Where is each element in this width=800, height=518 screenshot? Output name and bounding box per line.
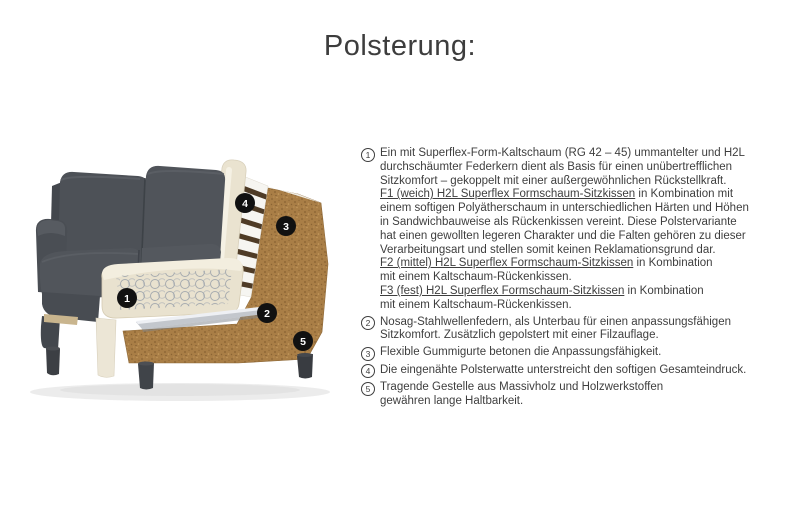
callout-number: 4	[242, 197, 248, 210]
callout-number: 3	[283, 220, 289, 233]
note-text: Ein mit Superflex-Form-Kaltschaum (RG 42 – 45) ummantelter und H2L durchschäumter Federkern dient als Basis für einen unübertrefflichen Sitzkomfort – gekoppelt mit einer außergewöhnlichen Rückstellkraft. F1 (weich) H2L Superflex Formschaum-Sitzkissen in Kombination mit einem softigen Polyätherschaum in unterschiedlichen Härten und Höhen in Sandwichbauweise als Rückenkissen vereint. Diese Polstervariante hat einen gewollten legeren Charakter und die Falten gehören zu dieser Verarbeitungsart und stellen somit keinen Reklamationsgrund dar. F2 (mittel) H2L Superflex Formschaum-Sitzkissen in Kombination mit einem Kaltschaum-Rückenkissen. F3 (fest) H2L Superflex Formschaum-Sitzkissen in Kombination mit einem Kaltschaum-Rückenkissen.	[380, 147, 749, 311]
note-number-badge: 4	[361, 364, 375, 378]
floor-shadow	[30, 383, 330, 401]
note-number-badge: 1	[361, 148, 375, 162]
note-item-1	[361, 147, 797, 313]
front-fabric-strip	[96, 318, 116, 377]
note-item-4	[361, 364, 797, 379]
note-item-5	[361, 381, 797, 409]
note-text: Nosag-Stahlwellenfedern, als Unterbau für einen anpassungsfähigen Sitzkomfort. Zusätzlich gepolstert mit einer Filzauflage.	[380, 315, 731, 342]
callout-number: 5	[300, 335, 306, 348]
page-title: Polsterung:	[323, 30, 477, 62]
spring-foam-block	[102, 258, 243, 318]
callout-number: 1	[124, 292, 130, 305]
note-number-badge: 3	[361, 347, 375, 361]
note-number-badge: 2	[361, 316, 375, 330]
note-text: Tragende Gestelle aus Massivholz und Holzwerkstoffen gewähren lange Haltbarkeit.	[380, 381, 664, 407]
note-text: Flexible Gummigurte betonen die Anpassungsfähigkeit.	[380, 346, 662, 359]
note-text: Die eingenähte Polsterwatte unterstreicht den softigen Gesamteindruck.	[380, 363, 747, 376]
note-item-2	[361, 316, 797, 344]
notes-list	[361, 147, 797, 412]
left-base-and-wood-rail	[41, 314, 78, 350]
sofa-cutaway-illustration	[0, 146, 340, 406]
note-number-badge: 5	[361, 382, 375, 396]
callout-number: 2	[264, 307, 270, 320]
note-item-3	[361, 346, 797, 361]
